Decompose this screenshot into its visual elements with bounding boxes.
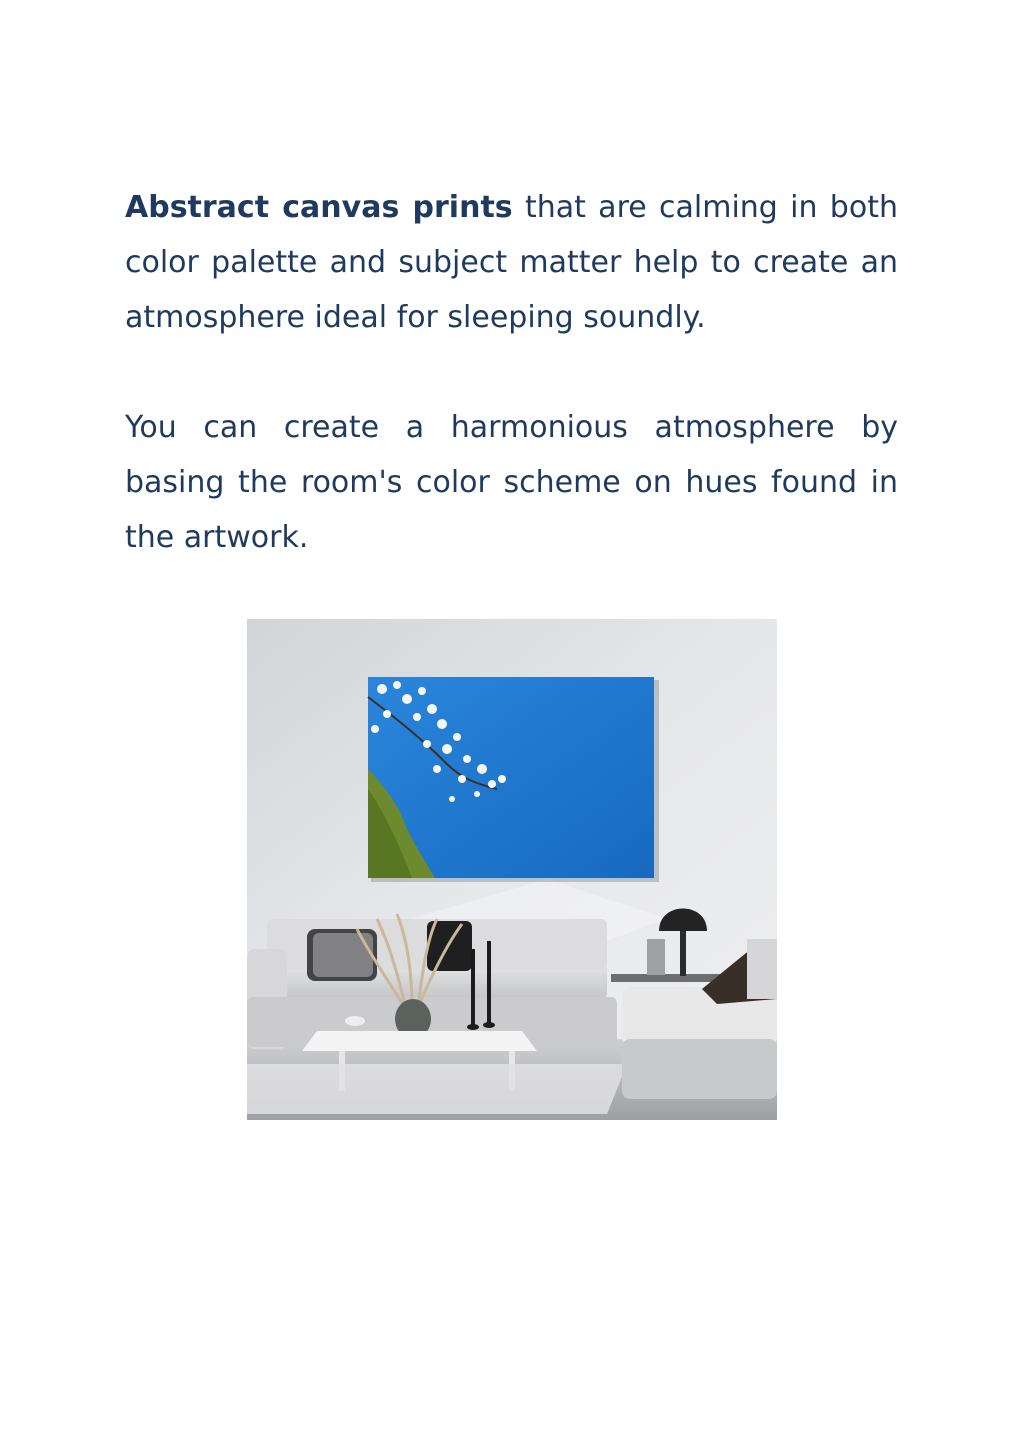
living-room-photo [247,619,777,1120]
rug [247,1064,627,1114]
sofa [247,919,617,1049]
intro-paragraph [125,180,898,345]
intro-paragraph-text: that are calming in both color palette and subject matter help to create an atmosphere ideal for sleeping soundly. [125,190,898,335]
canvas-print [368,677,659,882]
bold-lead-text: Abstract canvas prints [125,190,513,225]
second-paragraph: You can create a harmonious atmosphere by basing the room's color scheme on hues found in the artwork. [125,410,898,555]
living-room-illustration [247,619,777,1120]
